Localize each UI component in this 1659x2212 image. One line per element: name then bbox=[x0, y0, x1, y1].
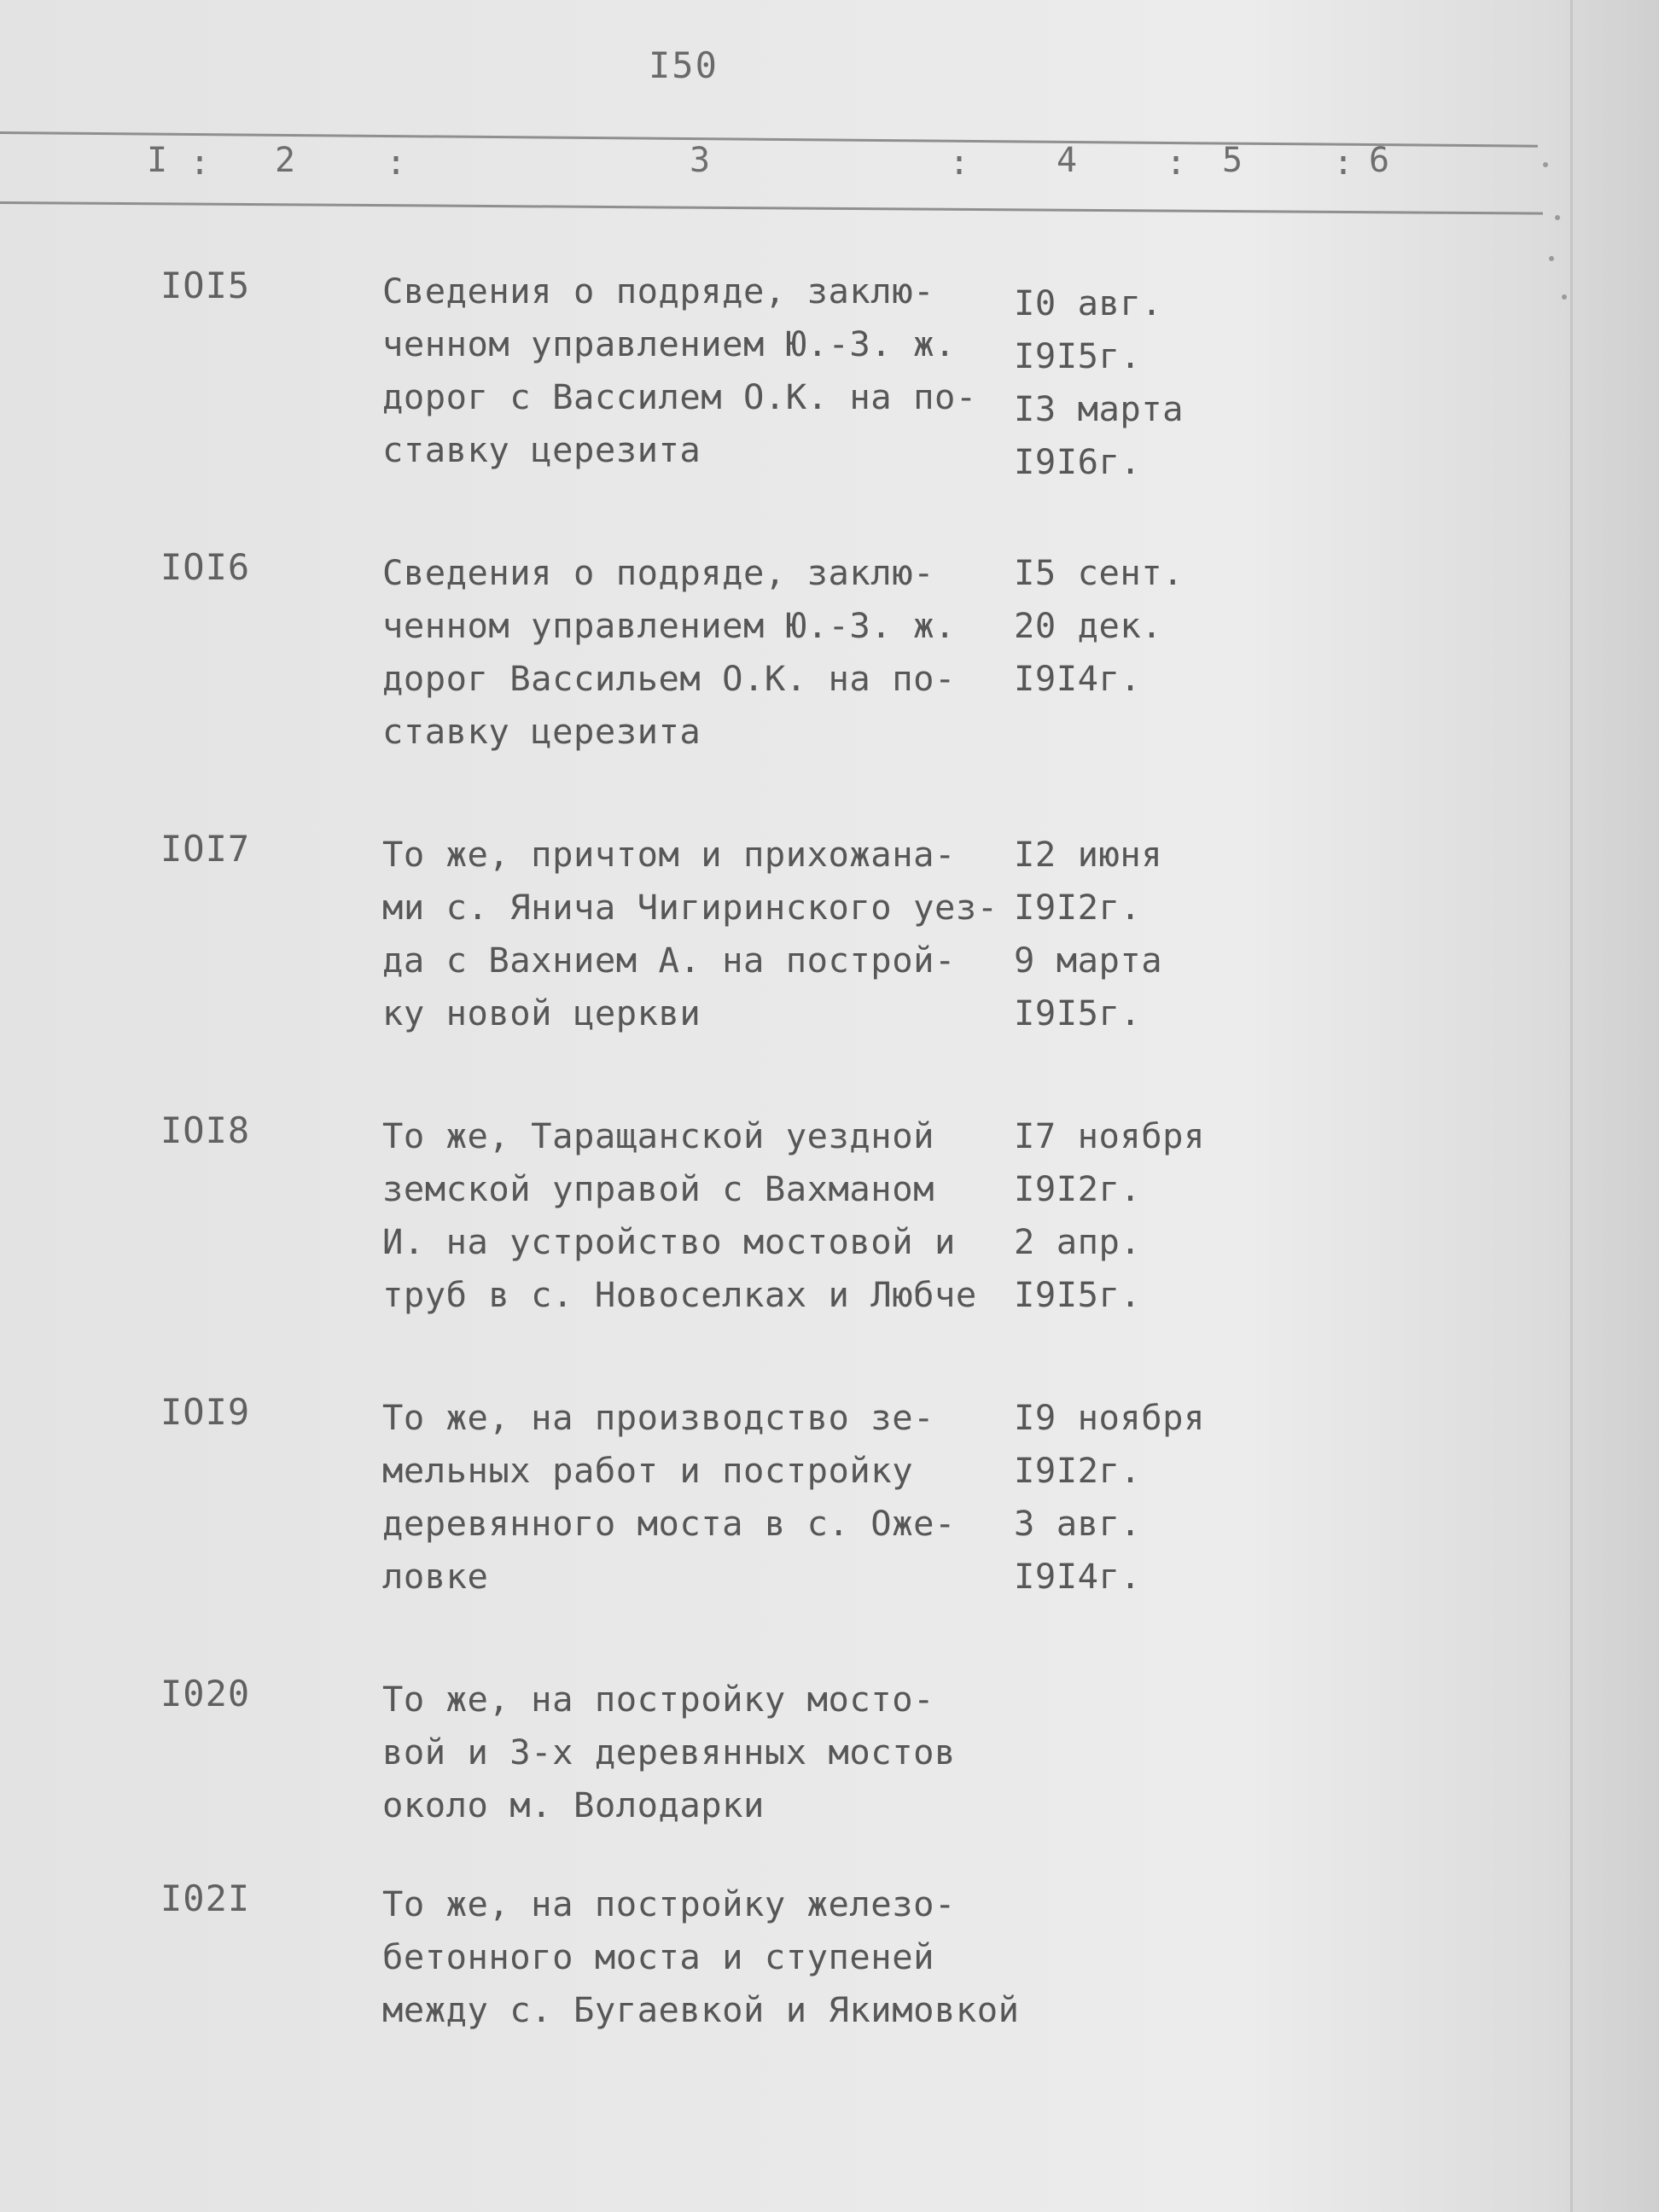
header-rule-top bbox=[0, 131, 1538, 148]
scan-speck bbox=[1543, 162, 1548, 167]
page-number: I50 bbox=[649, 44, 719, 86]
column-header-5: 5 bbox=[1222, 141, 1243, 180]
entry-description bbox=[382, 546, 1014, 758]
entry-number: IOI8 bbox=[160, 1109, 251, 1151]
column-header-4: 4 bbox=[1057, 141, 1078, 180]
column-separator: : bbox=[949, 143, 970, 183]
scan-speck bbox=[1549, 256, 1554, 261]
entry-dates bbox=[1014, 546, 1270, 705]
date-line: I3 марта bbox=[1014, 388, 1185, 429]
description-line: ставку церезита bbox=[382, 429, 701, 470]
description-line: да с Вахнием А. на построй- bbox=[382, 940, 956, 981]
description-line: между с. Бугаевкой и Якимовкой bbox=[382, 1989, 1020, 2030]
entry-number: IOI9 bbox=[160, 1391, 251, 1433]
description-line: бетонного моста и ступеней bbox=[382, 1936, 934, 1977]
date-line: I9I5г. bbox=[1014, 992, 1142, 1033]
description-line: ловке bbox=[382, 1556, 489, 1597]
column-header-2: 2 bbox=[275, 141, 296, 180]
date-line: I0 авг. bbox=[1014, 282, 1163, 323]
entry-description bbox=[382, 1877, 1020, 2036]
column-header-3: 3 bbox=[690, 141, 711, 180]
entry-description bbox=[382, 828, 1014, 1039]
date-line: 2 апр. bbox=[1014, 1221, 1142, 1262]
description-line: ченном управлением Ю.-З. ж. bbox=[382, 323, 956, 364]
entry-number: IOI6 bbox=[160, 546, 251, 588]
date-line: I9I6г. bbox=[1014, 441, 1142, 482]
description-line: дорог Васcильем О.К. на по- bbox=[382, 658, 956, 699]
page-edge-shadow bbox=[1570, 0, 1573, 2212]
description-line: И. на устройство мостовой и bbox=[382, 1221, 956, 1262]
column-header-1: I bbox=[147, 141, 168, 180]
date-line: I2 июня bbox=[1014, 834, 1163, 875]
description-line: То же, на постройку мосто- bbox=[382, 1679, 934, 1720]
date-line: 20 дек. bbox=[1014, 605, 1163, 646]
entry-dates bbox=[1014, 1391, 1270, 1603]
entry-description bbox=[382, 1673, 1014, 1831]
description-line: дорог с Вассилем О.К. на по- bbox=[382, 376, 977, 417]
entry-number: IOI5 bbox=[160, 265, 251, 306]
entry-dates bbox=[1014, 828, 1270, 1039]
description-line: ставку церезита bbox=[382, 711, 701, 752]
header-rule-bottom bbox=[0, 201, 1543, 215]
description-line: ченном управлением Ю.-З. ж. bbox=[382, 605, 956, 646]
entry-dates bbox=[1014, 276, 1270, 488]
date-line: I9I2г. bbox=[1014, 1450, 1142, 1491]
date-line: 9 марта bbox=[1014, 940, 1163, 981]
description-line: То же, Таращанской уездной bbox=[382, 1115, 934, 1156]
description-line: То же, причтом и прихожана- bbox=[382, 834, 956, 875]
scan-speck bbox=[1555, 215, 1560, 220]
date-line: I9I2г. bbox=[1014, 887, 1142, 928]
entry-description bbox=[382, 265, 1014, 476]
date-line: I9I4г. bbox=[1014, 1556, 1142, 1597]
date-line: I9I2г. bbox=[1014, 1168, 1142, 1209]
column-separator: : bbox=[1333, 143, 1354, 183]
description-line: труб в с. Новоселках и Любче bbox=[382, 1274, 977, 1315]
description-line: Сведения о подряде, заклю- bbox=[382, 552, 934, 593]
column-separator: : bbox=[189, 143, 211, 183]
entry-description bbox=[382, 1109, 1014, 1321]
entry-dates bbox=[1014, 1109, 1270, 1321]
scan-speck bbox=[1562, 294, 1567, 300]
entry-number: I02I bbox=[160, 1877, 251, 1919]
date-line: I9I5г. bbox=[1014, 1274, 1142, 1315]
description-line: мельных работ и постройку bbox=[382, 1450, 914, 1491]
entry-description bbox=[382, 1391, 1014, 1603]
description-line: вой и 3-х деревянных мостов bbox=[382, 1732, 956, 1773]
description-line: Сведения о подряде, заклю- bbox=[382, 271, 934, 311]
date-line: I9I4г. bbox=[1014, 658, 1142, 699]
column-header-6: 6 bbox=[1369, 141, 1390, 180]
description-line: ку новой церкви bbox=[382, 992, 701, 1033]
date-line: I9I5г. bbox=[1014, 335, 1142, 376]
column-separator: : bbox=[1166, 143, 1187, 183]
entry-number: IOI7 bbox=[160, 828, 251, 870]
description-line: около м. Володарки bbox=[382, 1784, 765, 1825]
description-line: То же, на постройку железо- bbox=[382, 1883, 956, 1924]
entry-number: I020 bbox=[160, 1673, 251, 1714]
date-line: I7 ноября bbox=[1014, 1115, 1205, 1156]
description-line: ми с. Янича Чигиринского уез- bbox=[382, 887, 998, 928]
description-line: деревянного моста в с. Оже- bbox=[382, 1503, 956, 1544]
date-line: I5 сент. bbox=[1014, 552, 1185, 593]
description-line: земской управой с Вахманом bbox=[382, 1168, 934, 1209]
date-line: I9 ноября bbox=[1014, 1397, 1205, 1438]
column-separator: : bbox=[386, 143, 407, 183]
date-line: 3 авг. bbox=[1014, 1503, 1142, 1544]
description-line: То же, на производство зе- bbox=[382, 1397, 934, 1438]
